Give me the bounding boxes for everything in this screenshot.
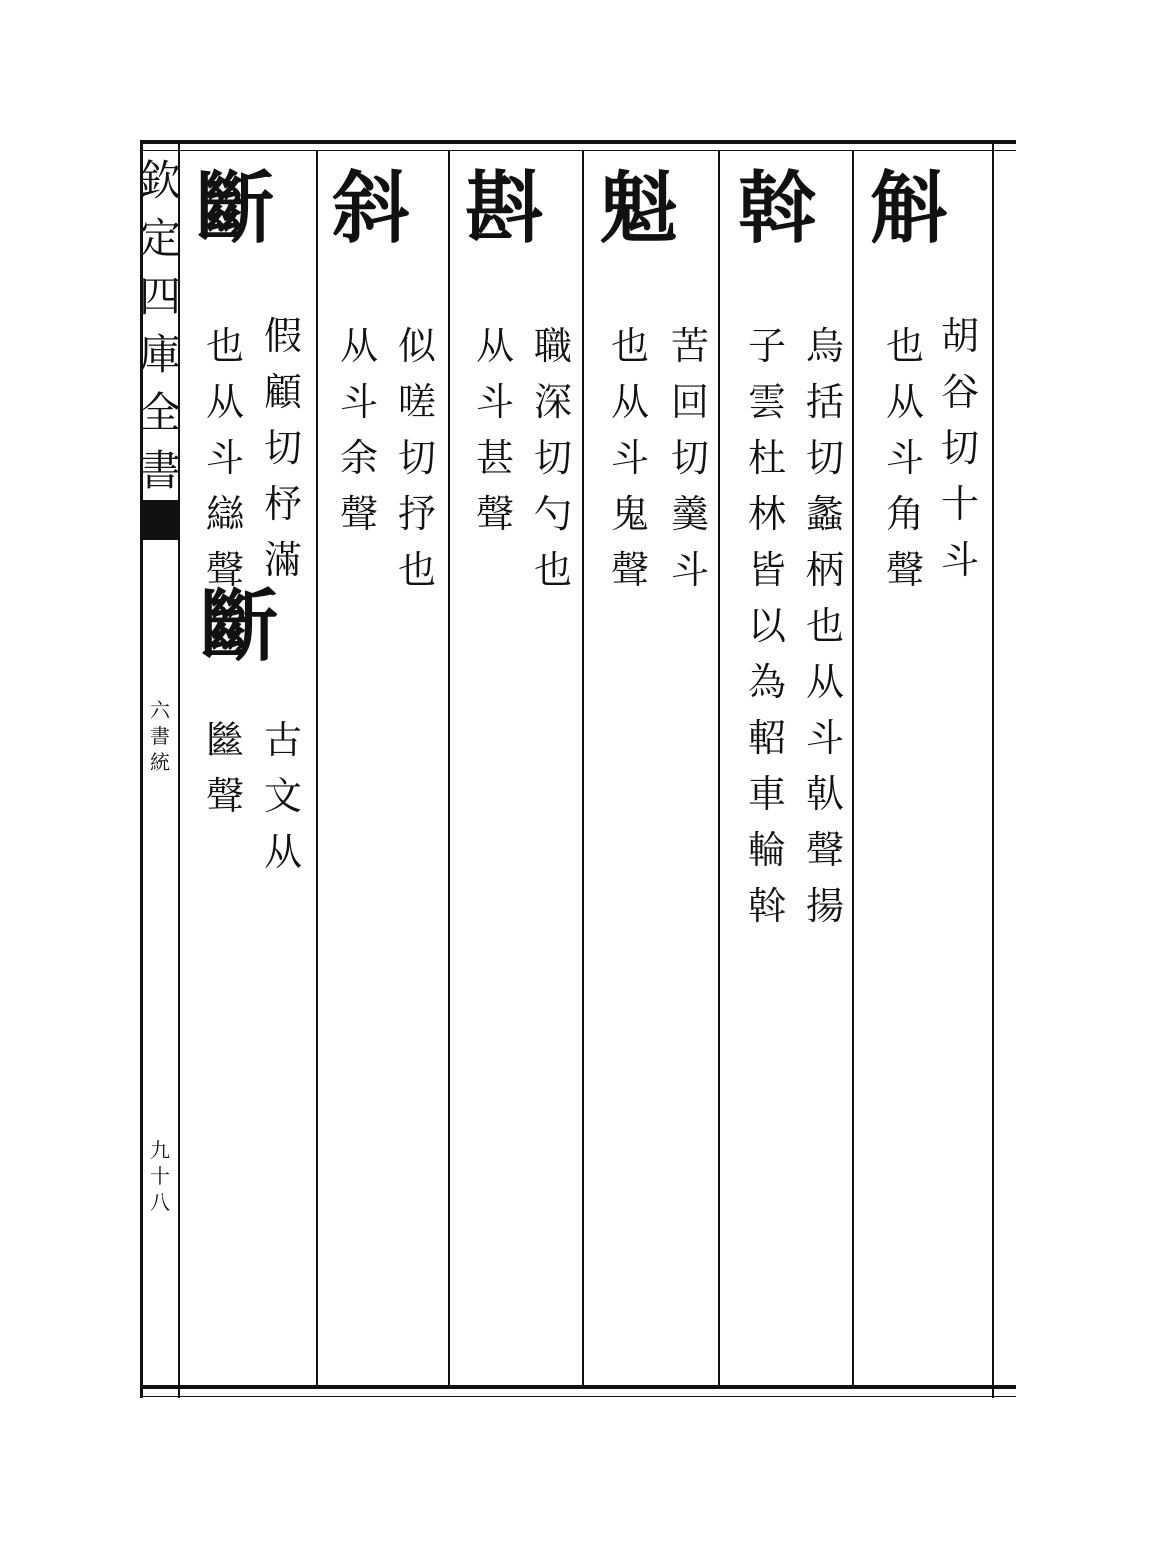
gloss-column <box>334 318 384 542</box>
gloss-char: 皆 <box>747 548 786 592</box>
gloss-char: 假 <box>263 314 302 358</box>
page-number-char: 九 <box>150 1138 170 1162</box>
gloss-char: 从 <box>805 660 844 704</box>
gloss-column <box>665 318 715 598</box>
gloss-char: 滿 <box>263 538 302 582</box>
gloss-column <box>935 308 985 588</box>
gloss-char: 以 <box>747 604 786 648</box>
gloss-column <box>200 318 250 598</box>
column-divider <box>718 150 720 1385</box>
margin-title-char: 欽 <box>139 156 182 205</box>
variant-gloss-column <box>200 712 250 824</box>
margin-title-char: 全 <box>139 388 182 437</box>
gloss-char: 斗 <box>205 436 244 480</box>
seal-character: 斛 <box>870 163 943 254</box>
gloss-char: 斗 <box>610 436 649 480</box>
gloss-char: 谷 <box>940 370 979 414</box>
gloss-char: 倝 <box>805 772 844 816</box>
gloss-char: 勺 <box>533 492 572 536</box>
gloss-char: 从 <box>339 324 378 368</box>
gloss-char: 从 <box>610 380 649 424</box>
gloss-char: 从 <box>885 380 924 424</box>
margin-title-char: 定 <box>139 214 182 263</box>
top-rule-thin <box>140 150 1016 151</box>
gloss-char: 切 <box>805 436 844 480</box>
gloss-char: 也 <box>533 548 572 592</box>
margin-book-char: 書 <box>150 724 170 748</box>
column-divider <box>852 150 854 1385</box>
gloss-char: 余 <box>339 436 378 480</box>
gloss-char: 斗 <box>805 716 844 760</box>
gloss-char: 車 <box>747 772 786 816</box>
gloss-char: 也 <box>805 604 844 648</box>
margin-book-char: 統 <box>150 750 170 774</box>
gloss-char: 切 <box>670 436 709 480</box>
gloss-column <box>392 318 442 598</box>
gloss-char: 斡 <box>747 884 786 928</box>
column-divider <box>316 150 318 1385</box>
gloss-char: 聲 <box>885 548 924 592</box>
gloss-char: 揚 <box>805 884 844 928</box>
gloss-char: 苦 <box>670 324 709 368</box>
seal-character: 斷 <box>196 163 269 254</box>
variant-gloss-column <box>258 712 308 880</box>
gloss-char: 䜌 <box>205 492 244 536</box>
column-divider <box>582 150 584 1385</box>
gloss-char: 切 <box>940 426 979 470</box>
fish-tail-mark <box>140 500 178 540</box>
gloss-char: 切 <box>263 426 302 470</box>
gloss-char: 柄 <box>805 548 844 592</box>
gloss-char: 輪 <box>747 828 786 872</box>
gloss-char: 為 <box>747 660 786 704</box>
gloss-char: 也 <box>610 324 649 368</box>
gloss-char: 斗 <box>475 380 514 424</box>
gloss-char: 杼 <box>263 482 302 526</box>
gloss-char: 抒 <box>397 492 436 536</box>
margin-title-char: 庫 <box>139 330 182 379</box>
gloss-char: 雲 <box>747 380 786 424</box>
gloss-char: 聲 <box>610 548 649 592</box>
gloss-char: 聲 <box>475 492 514 536</box>
gloss-char: 聲 <box>205 548 244 592</box>
gloss-char: 斗 <box>885 436 924 480</box>
gloss-char: 切 <box>533 436 572 480</box>
gloss-char: 杜 <box>747 436 786 480</box>
gloss-column <box>258 308 308 588</box>
variant-seal-character: 斷 <box>200 581 273 672</box>
gloss-char: 鬼 <box>610 492 649 536</box>
margin-page-number <box>144 1140 176 1218</box>
gloss-char: 从 <box>205 380 244 424</box>
gloss-column <box>742 318 792 934</box>
gloss-char: 似 <box>397 324 436 368</box>
gloss-char: 文 <box>263 774 302 818</box>
gloss-char: 胡 <box>940 314 979 358</box>
top-rule <box>140 140 1016 144</box>
gloss-char: 聲 <box>205 774 244 818</box>
margin-title-char: 四 <box>139 272 182 321</box>
gloss-char: 深 <box>533 380 572 424</box>
margin-book-title <box>139 156 182 508</box>
gloss-char: 从 <box>263 830 302 874</box>
gloss-char: 十 <box>940 482 979 526</box>
page-number-char: 十 <box>150 1164 170 1188</box>
gloss-column <box>470 318 520 542</box>
gloss-column <box>605 318 655 598</box>
page-number-char: 八 <box>150 1190 170 1214</box>
gloss-char: 斗 <box>339 380 378 424</box>
gloss-char: 甚 <box>475 436 514 480</box>
column-divider <box>448 150 450 1385</box>
gloss-char: 職 <box>533 324 572 368</box>
gloss-char: 聲 <box>339 492 378 536</box>
gloss-char: 㡭 <box>205 718 244 762</box>
gloss-char: 回 <box>670 380 709 424</box>
gloss-char: 切 <box>397 436 436 480</box>
seal-character: 魁 <box>600 163 673 254</box>
gloss-char: 角 <box>885 492 924 536</box>
gloss-column <box>528 318 578 598</box>
gloss-char: 軺 <box>747 716 786 760</box>
seal-character: 斜 <box>332 163 405 254</box>
right-rule <box>992 140 994 1398</box>
gloss-char: 嗟 <box>397 380 436 424</box>
gloss-char: 也 <box>885 324 924 368</box>
gloss-char: 斗 <box>940 538 979 582</box>
gloss-char: 从 <box>475 324 514 368</box>
gloss-char: 林 <box>747 492 786 536</box>
margin-book-char: 六 <box>150 698 170 722</box>
gloss-column <box>800 318 850 934</box>
gloss-char: 古 <box>263 718 302 762</box>
gloss-char: 也 <box>205 324 244 368</box>
margin-title-char: 書 <box>139 446 182 495</box>
gloss-char: 蠡 <box>805 492 844 536</box>
gloss-char: 也 <box>397 548 436 592</box>
bottom-rule <box>140 1385 1016 1389</box>
gloss-char: 顧 <box>263 370 302 414</box>
bottom-rule-thin <box>140 1396 1016 1397</box>
gloss-char: 斗 <box>670 548 709 592</box>
seal-character: 斡 <box>738 163 811 254</box>
gloss-char: 括 <box>805 380 844 424</box>
margin-book-name <box>144 700 176 778</box>
seal-character: 斟 <box>465 163 538 254</box>
gloss-char: 子 <box>747 324 786 368</box>
gloss-char: 羹 <box>670 492 709 536</box>
gloss-char: 烏 <box>805 324 844 368</box>
gloss-char: 聲 <box>805 828 844 872</box>
gloss-column <box>880 318 930 598</box>
